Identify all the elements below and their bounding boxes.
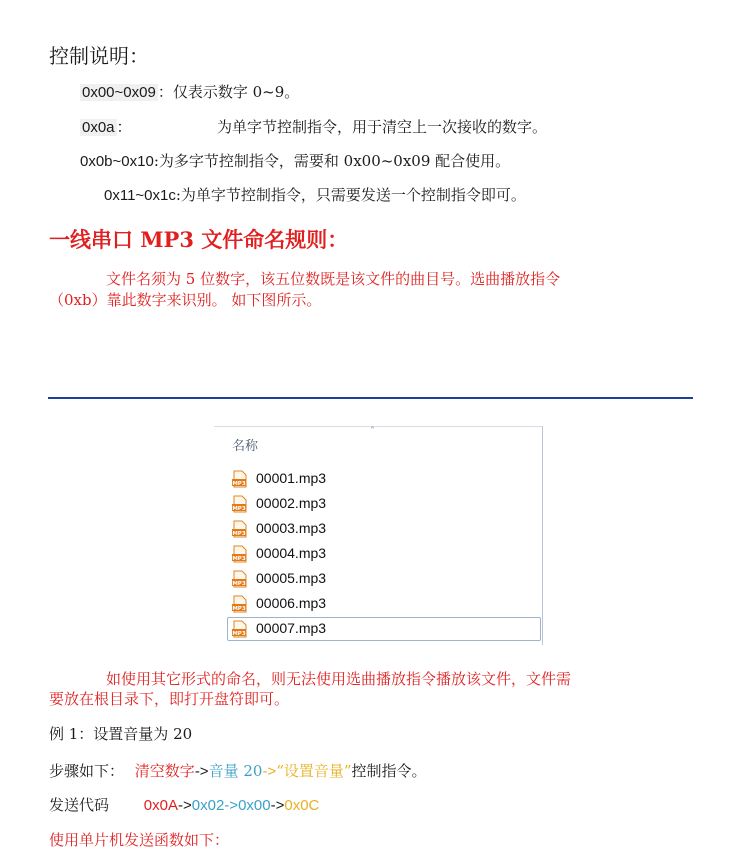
divider-rule (48, 397, 693, 399)
steps-line (49, 760, 427, 781)
column-header-name[interactable]: 名称 (232, 438, 259, 453)
step-volume: 音量 20 (208, 762, 263, 780)
control-line-digits (80, 81, 299, 102)
naming-paragraph-line-1: 文件名须为 5 位数字，该五位数既是该文件的曲目号。选曲播放指令 (106, 270, 561, 288)
control-text: :为单字节控制指令，只需要发送一个控制指令即可。 (175, 186, 526, 204)
code-arrow: -> (270, 797, 285, 814)
file-name: 00005.mp3 (256, 570, 327, 586)
mp3-icon-label: MP3 (232, 555, 246, 562)
control-line-multibyte (80, 150, 510, 171)
file-name: 00007.mp3 (256, 620, 327, 636)
sort-caret-icon[interactable]: ˆ (370, 427, 375, 438)
control-code: 0x0a (82, 119, 115, 136)
file-name: 00003.mp3 (256, 520, 327, 536)
control-text: ：仅表示数字 0~9。 (157, 83, 300, 101)
mp3-file-icon (232, 595, 248, 613)
mp3-icon-label: MP3 (232, 530, 246, 537)
mp3-file-icon (232, 570, 248, 588)
file-item[interactable] (228, 593, 538, 615)
mp3-icon-label: MP3 (232, 505, 246, 512)
step-arrow: -> (194, 763, 209, 780)
mp3-file-icon (232, 620, 248, 638)
file-name: 00001.mp3 (256, 470, 327, 486)
file-list-panel (214, 426, 543, 645)
warning-line-1: 如使用其它形式的命名，则无法使用选曲播放指令播放该文件，文件需 (106, 670, 572, 688)
send-code-label: 发送代码 (49, 796, 110, 814)
file-item-selected[interactable] (227, 617, 541, 641)
mcu-function-line: 使用单片机发送函数如下： (49, 831, 230, 849)
code-digit-0: 0x00 (238, 797, 271, 814)
mp3-file-icon (232, 495, 248, 513)
control-heading: 控制说明： (49, 44, 149, 68)
file-name: 00002.mp3 (256, 495, 327, 511)
step-clear: 清空数字 (134, 762, 195, 780)
file-item[interactable] (228, 493, 538, 515)
mp3-icon-label: MP3 (232, 480, 246, 487)
send-code-line (49, 794, 319, 815)
mp3-icon-label: MP3 (232, 605, 246, 612)
file-name: 00006.mp3 (256, 595, 327, 611)
naming-heading: 一线串口 MP3 文件命名规则： (49, 227, 349, 252)
control-code: 0x0b~0x10 (80, 153, 154, 170)
mp3-file-icon (232, 545, 248, 563)
step-set-volume: “设置音量” (276, 762, 352, 780)
file-item[interactable] (228, 468, 538, 490)
example-title: 例 1：设置音量为 20 (49, 725, 193, 743)
control-code: 0x11~0x1c (104, 187, 176, 204)
control-text: :为多字节控制指令，需要和 0x00~0x09 配合使用。 (153, 152, 511, 170)
step-arrow: -> (262, 763, 277, 780)
code-arrow: -> (224, 797, 239, 814)
warning-line-2: 要放在根目录下，即打开盘符即可。 (49, 690, 290, 708)
code-arrow: -> (178, 797, 192, 814)
code-digit-2: 0x02 (191, 797, 225, 814)
file-name: 00004.mp3 (256, 545, 327, 561)
control-line-singlebyte (104, 184, 526, 205)
mp3-icon-label: MP3 (232, 580, 246, 587)
control-line-clear-desc: 为单字节控制指令，用于清空上一次接收的数字。 (217, 118, 548, 136)
file-item[interactable] (228, 568, 538, 590)
mp3-file-icon (232, 470, 248, 488)
code-clear: 0x0A (143, 797, 178, 814)
control-code: 0x00~0x09 (82, 84, 156, 101)
code-set-volume: 0x0C (284, 797, 320, 814)
steps-label: 步骤如下： (49, 762, 125, 780)
step-tail: 控制指令。 (351, 762, 427, 780)
mp3-icon-label: MP3 (232, 630, 246, 637)
naming-paragraph-line-2: （0xb）靠此数字来识别。 如下图所示。 (49, 291, 322, 309)
control-text: ： (116, 118, 132, 136)
file-item[interactable] (228, 518, 538, 540)
file-item[interactable] (228, 543, 538, 565)
control-line-clear (80, 116, 132, 137)
mp3-file-icon (232, 520, 248, 538)
